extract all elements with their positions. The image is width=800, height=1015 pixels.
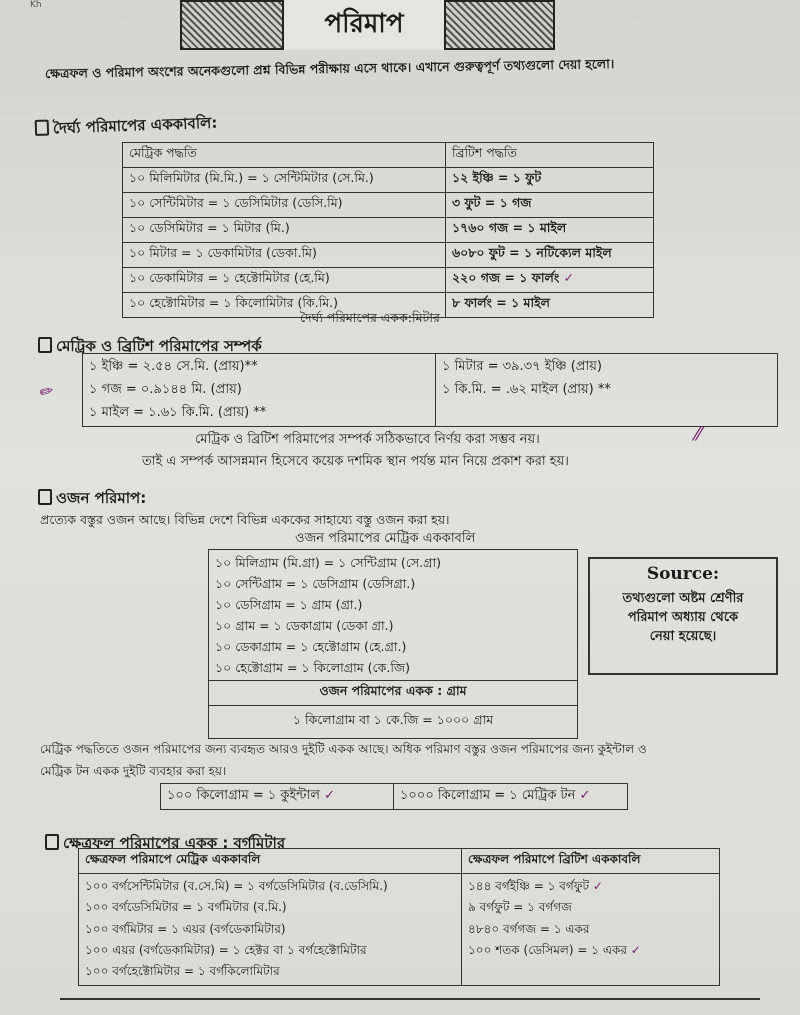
weight-heading [38, 487, 146, 512]
weight-rows [209, 550, 578, 681]
col-metric: মেট্রিক পদ্ধতি [123, 143, 446, 168]
table-cell: ১০ ডেকামিটার = ১ হেক্টোমিটার (হে.মি) [123, 268, 446, 293]
area-british-row [468, 876, 713, 897]
area-metric-row: ১০০ বর্গডেসিমিটার = ১ বর্গমিটার (ব.মি.) [85, 900, 287, 915]
relation-table [82, 353, 778, 427]
weight-para-1: মেট্রিক পদ্ধতিতে ওজন পরিমাপের জন্য ব্যবহৃত আরও দুইটি একক আছে। অধিক পরিমাণ বস্তুর ওজন পরিমাপের জন্য কুইন্টাল ও [40, 742, 647, 756]
table-cell: ১০ সেন্টিমিটার = ১ ডেসিমিটার (ডেসি.মি) [123, 193, 446, 218]
length-heading-text: দৈর্ঘ্য পরিমাপের এককাবলি: [52, 113, 218, 138]
length-heading [35, 112, 218, 143]
weight-unit-label: ওজন পরিমাপের একক : গ্রাম [209, 681, 578, 706]
corner-mark: Kh [30, 0, 42, 10]
weight-intro: প্রত্যেক বস্তুর ওজন আছে। বিভিন্ন দেশে বিভিন্ন এককের সাহায্যে বস্তু ওজন করা হয়। [40, 512, 450, 527]
tick-mark-icon: ✓ [579, 788, 591, 803]
source-line: তথ্যগুলো অষ্টম শ্রেণীর [622, 591, 744, 606]
tick-mark-icon: ✓ [630, 943, 641, 958]
ton-text: ১০০০ কিলোগ্রাম = ১ মেট্রিক টন [400, 788, 576, 803]
length-table [122, 142, 654, 318]
intro-text: ক্ষেত্রফল ও পরিমাপ অংশের অনেকগুলো প্রশ্ন বিভিন্ন পরীক্ষায় এসে থাকে। এখানে গুরুত্বপূর্ণ তথ্যগুলো দেয়া হলো। [44, 56, 615, 81]
quintal-text: ১০০ কিলোগ্রাম = ১ কুইন্টাল [167, 788, 320, 803]
table-cell: ১০ মিটার = ১ ডেকামিটার (ডেকা.মি) [123, 243, 446, 268]
table-cell: ৩ ফুট = ১ গজ [446, 193, 654, 218]
weight-row: ১০ গ্রাম = ১ ডেকাগ্রাম (ডেকা গ্রা.) [215, 618, 394, 633]
kg-line: ১ কিলোগ্রাম বা ১ কে.জি = ১০০০ গ্রাম [209, 706, 578, 739]
weight-table [208, 549, 578, 739]
relation-right [436, 354, 778, 427]
area-british-row [468, 940, 713, 961]
source-lines [590, 590, 776, 647]
area-british-row: ৯ বর্গফুট = ১ বর্গগজ [468, 900, 572, 915]
quintal-table [160, 783, 628, 810]
relation-note-1: মেট্রিক ও ব্রিটিশ পরিমাপের সম্পর্ক সঠিকভাবে নির্ণয় করা সম্ভব নয়। [195, 432, 540, 447]
relation-left-line: ১ ইঞ্চি = ২.৫৪ সে.মি. (প্রায়)** [89, 359, 258, 374]
table-cell: ১০ হেক্টোমিটার = ১ কিলোমিটার (কি.মি.) [123, 293, 446, 318]
table-cell [446, 268, 654, 293]
source-line: পরিমাপ অধ্যায় থেকে [627, 609, 739, 625]
source-box [588, 557, 778, 675]
area-metric-row: ১০০ বর্গহেক্টোমিটার = ১ বর্গকিলোমিটার [85, 964, 280, 979]
pen-mark-icon: ⁄⁄ [695, 424, 702, 445]
table-cell: ৮ ফার্লং = ১ মাইল [446, 293, 654, 318]
tick-mark-icon: ✓ [563, 270, 575, 285]
weight-table-title: ওজন পরিমাপের মেট্রিক এককাবলি [295, 531, 476, 546]
area-table [78, 848, 720, 986]
weight-para-2: মেট্রিক টন একক দুইটি ব্যবহার করা হয়। [40, 764, 227, 778]
weight-heading-text: ওজন পরিমাপ: [56, 489, 147, 507]
area-metric-cell [79, 874, 462, 986]
area-metric-row: ১০০ বর্গসেন্টিমিটার (ব.সে.মি) = ১ বর্গডেসিমিটার (ব.ডেসিমি.) [85, 879, 388, 893]
tick-mark-icon: ✓ [324, 788, 336, 803]
table-cell: ১০ মিলিমিটার (মি.মি.) = ১ সেন্টিমিটার (সে.মি.) [123, 168, 446, 193]
relation-left [83, 354, 436, 427]
relation-right-line: ১ মিটার = ৩৯.৩৭ ইঞ্চি (প্রায়) [442, 359, 602, 374]
ton-cell [394, 784, 628, 810]
table-cell: ১০ ডেসিমিটার = ১ মিটার (মি.) [123, 218, 446, 243]
handwritten-scribble-icon: ✎ [35, 380, 59, 403]
area-metric-row: ১০০ বর্গমিটার = ১ এয়র (বর্গডেকামিটার) [85, 921, 286, 936]
area-british-row: ৪৮৪০ বর্গগজ = ১ একর [468, 921, 590, 936]
area-british-text: ১৪৪ বর্গইঞ্চি = ১ বর্গফুট [468, 879, 590, 893]
checkbox-icon [38, 337, 52, 353]
area-col-british: ক্ষেত্রফল পরিমাপে ব্রিটিশ এককাবলি [462, 849, 720, 874]
relation-left-line: ১ মাইল = ১.৬১ কি.মি. (প্রায়) ** [89, 404, 267, 420]
title-banner [180, 0, 555, 50]
checkbox-icon [38, 489, 52, 505]
farlong-text: ২২০ গজ = ১ ফার্লং [452, 270, 560, 285]
col-british: ব্রিটিশ পদ্ধতি [446, 143, 654, 168]
area-metric-row: ১০০ এয়র (বর্গডেকামিটার) = ১ হেক্টর বা ১ বর্গহেক্টোমিটার [85, 943, 367, 958]
table-cell: ১৭৬০ গজ = ১ মাইল [446, 218, 654, 243]
relation-heading-text: মেট্রিক ও ব্রিটিশ পরিমাপের সম্পর্ক [56, 337, 262, 355]
length-caption: দৈর্ঘ্য পরিমাপের একক:মিটার [300, 310, 440, 325]
weight-row: ১০ ডেকাগ্রাম = ১ হেক্টোগ্রাম (হে.গ্রা.) [215, 639, 407, 654]
table-cell: ৬০৮০ ফুট = ১ নটিক্যেল মাইল [446, 243, 654, 268]
weight-row: ১০ হেক্টোগ্রাম = ১ কিলোগ্রাম (কে.জি) [215, 660, 410, 675]
bottom-rule [60, 998, 760, 1000]
area-heading-text: ক্ষেত্রফল পরিমাপের একক : বর্গমিটার [63, 834, 286, 852]
area-col-metric: ক্ষেত্রফল পরিমাপে মেট্রিক এককাবলি [79, 849, 462, 874]
source-line: নেয়া হয়েছে। [649, 628, 717, 644]
area-british-cell [462, 874, 720, 986]
source-heading: Source: [646, 564, 720, 584]
table-cell: ১২ ইঞ্চি = ১ ফুট [446, 168, 654, 193]
relation-note-2: তাই এ সম্পর্ক আসন্নমান হিসেবে কয়েক দশমিক স্থান পর্যন্ত মান নিয়ে প্রকাশ করা হয়। [142, 454, 569, 469]
checkbox-icon [35, 120, 50, 136]
relation-left-line: ১ গজ = ০.৯১৪৪ মি. (প্রায়) [89, 381, 242, 397]
weight-row: ১০ সেন্টিগ্রাম = ১ ডেসিগ্রাম (ডেসিগ্রা.) [215, 576, 416, 591]
weight-row: ১০ মিলিগ্রাম (মি.গ্রা) = ১ সেন্টিগ্রাম (সে.গ্রা) [215, 555, 441, 570]
page-title: পরিমাপ [282, 0, 446, 50]
checkbox-icon [45, 834, 59, 850]
tick-mark-icon: ✓ [592, 879, 603, 893]
quintal-cell [161, 784, 394, 810]
area-british-text: ১০০ শতক (ডেসিমল) = ১ একর [468, 943, 627, 958]
weight-row: ১০ ডেসিগ্রাম = ১ গ্রাম (গ্রা.) [215, 597, 363, 612]
relation-right-line: ১ কি.মি. = .৬২ মাইল (প্রায়) ** [442, 381, 611, 397]
